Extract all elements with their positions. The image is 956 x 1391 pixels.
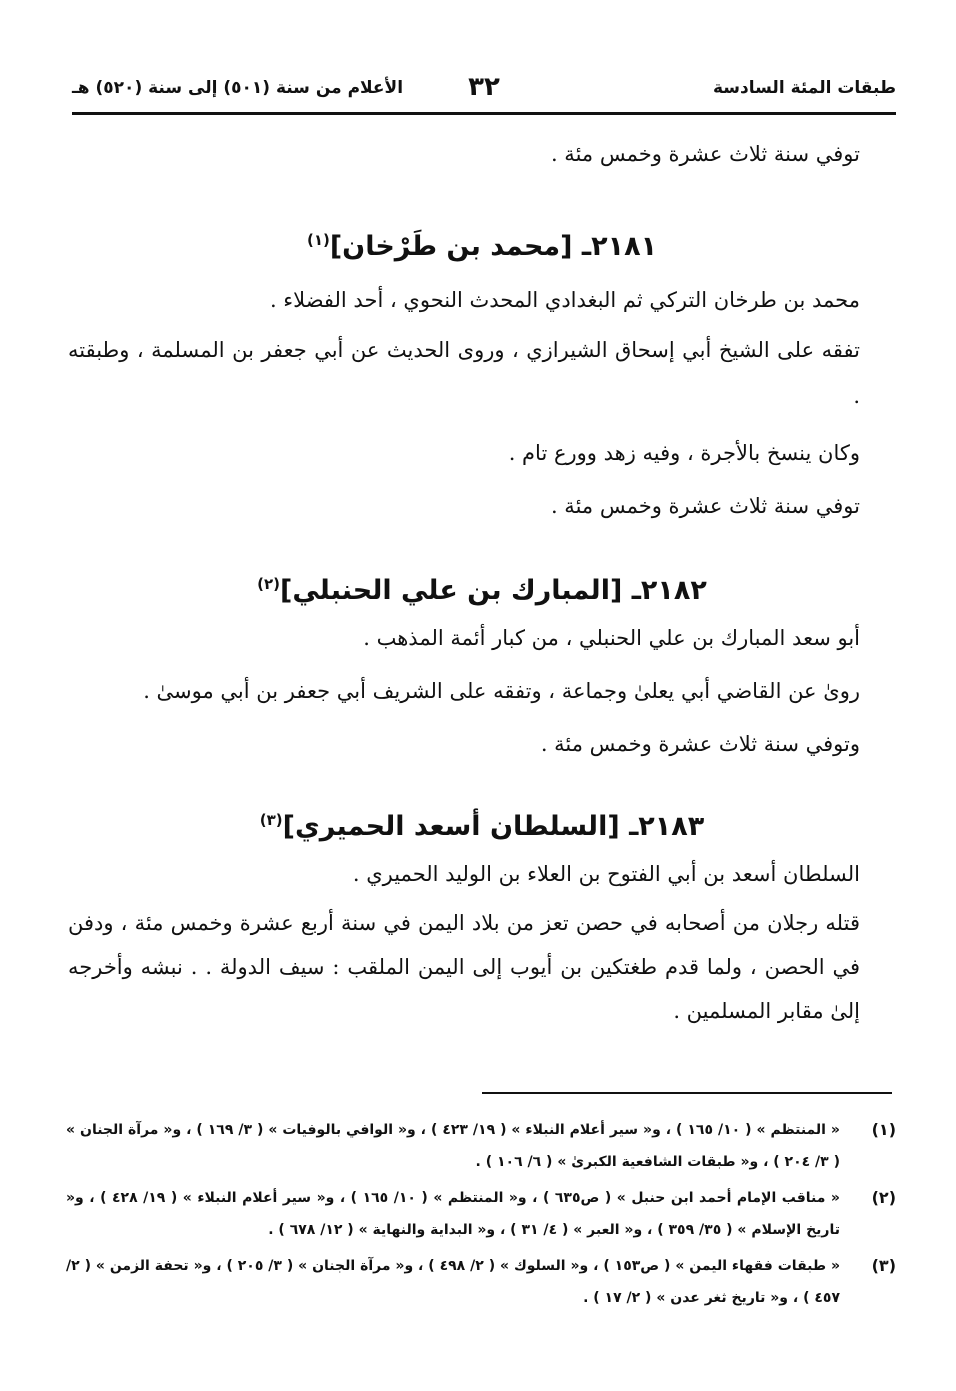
entry-paragraph: روىٰ عن القاضي أبي يعلىٰ وجماعة ، وتفقه على الشريف أبي جعفر بن أبي موسىٰ . [143, 679, 860, 703]
footnote-number: (٢) [871, 1188, 896, 1207]
footnote-ref: (٣) [259, 811, 283, 829]
entry-body-2182 [68, 612, 896, 771]
footnotes [66, 1114, 896, 1314]
footnote-text: « مناقب الإمام أحمد ابن حنبل » ( ص٦٣٥ ) ، و« المنتظم » ( ١٠/ ١٦٥ ) ، و« سير أعلام النبلاء » ( ١٩/ ٤٢٨ ) ، و« تاريخ الإسلام » ( ٣٥/ ٣٥٩ ) ، و« العبر » ( ٤/ ٣١ ) ، و« البداية والنهاية » ( ١٢/ ٦٧٨ ) . [66, 1190, 840, 1238]
entry-body-2183 [68, 848, 896, 1033]
entry-paragraph: محمد بن طرخان التركي ثم البغدادي المحدث النحوي ، أحد الفضلاء . [269, 288, 860, 312]
book-title: طبقات المئة السادسة [713, 78, 896, 98]
footnote-ref: (١) [306, 231, 330, 249]
entry-body-2181 [68, 274, 896, 533]
running-header [72, 74, 896, 106]
footnote-ref: (٢) [257, 575, 281, 593]
entry-heading-2183 [68, 800, 896, 847]
entry-title: ٢١٨١ـ [محمد بن طَرْخان] [329, 231, 658, 262]
footnote-text: « المنتظم » ( ١٠/ ١٦٥ ) ، و« سير أعلام النبلاء » ( ١٩/ ٤٢٣ ) ، و« الوافي بالوفيات » ( ٣/ ١٦٩ ) ، و« مرآة الجنان » ( ٣/ ٢٠٤ ) ، و« طبقات الشافعية الكبرىٰ » ( ٦/ ١٠٦ ) . [66, 1122, 840, 1170]
entry-paragraph: أبو سعد المبارك بن علي الحنبلي ، من كبار أئمة المذهب . [363, 626, 860, 650]
intro-line: توفي سنة ثلاث عشرة وخمس مئة . [550, 142, 860, 166]
footnote-rule [482, 1092, 892, 1094]
entry-paragraph: تفقه على الشيخ أبي إسحاق الشيرازي ، وروى الحديث عن أبي جعفر بن المسلمة ، وطبقته . [68, 338, 860, 408]
section-range: الأعلام من سنة (٥٠١) إلى سنة (٥٢٠) هـ [72, 78, 404, 98]
footnote-text: « طبقات فقهاء اليمن » ( ص١٥٣ ) ، و« السلوك » ( ٢/ ٤٩٨ ) ، و« مرآة الجنان » ( ٣/ ٢٠٥ ) ، و« تحفة الزمن » ( ٢/ ٤٥٧ ) ، و« تاريخ ثغر عدن » ( ٢/ ١٧ ) . [66, 1258, 840, 1306]
footnote-3 [66, 1250, 896, 1314]
footnote-1 [66, 1114, 896, 1178]
footnote-number: (٣) [871, 1256, 896, 1275]
footnote-number: (١) [871, 1120, 896, 1139]
entry-paragraph: السلطان أسعد بن أبي الفتوح بن العلاء بن الوليد الحميري . [352, 862, 860, 886]
entry-title: ٢١٨٢ـ [المبارك بن علي الحنبلي] [280, 575, 707, 606]
footnote-2 [66, 1182, 896, 1246]
page-number: ٣٢ [468, 72, 500, 102]
header-rule [72, 112, 896, 115]
entry-heading-2181 [68, 220, 896, 267]
entry-paragraph: قتله رجلان من أصحابه في حصن تعز من بلاد اليمن في سنة أربع عشرة وخمس مئة ، ودفن في الحصن ، ولما قدم طغتكين بن أيوب إلى اليمن الملقب : سيف الدولة . . نبشه وأخرجه إلىٰ مقابر المسلمين . [68, 911, 860, 1023]
entry-paragraph: وكان ينسخ بالأجرة ، وفيه زهد وورع تام . [508, 441, 860, 465]
entry-paragraph: وتوفي سنة ثلاث عشرة وخمس مئة . [540, 732, 860, 756]
entry-paragraph: توفي سنة ثلاث عشرة وخمس مئة . [550, 494, 860, 518]
entry-title: ٢١٨٣ـ [السلطان أسعد الحميري] [282, 811, 705, 842]
entry-heading-2182 [68, 564, 896, 611]
